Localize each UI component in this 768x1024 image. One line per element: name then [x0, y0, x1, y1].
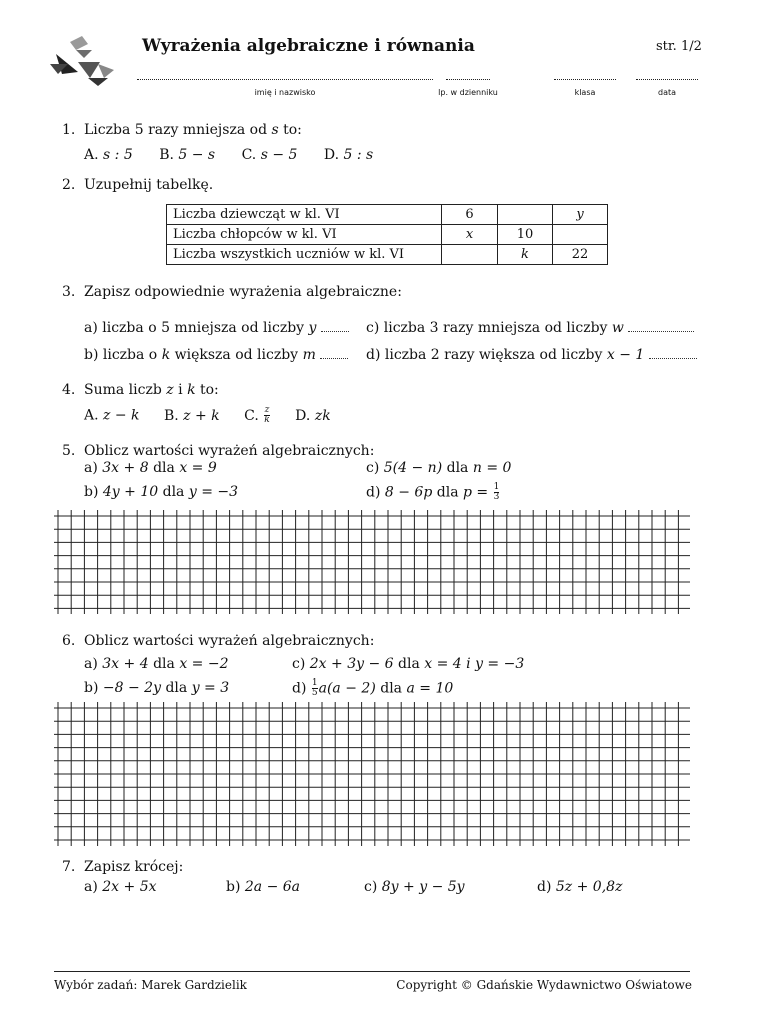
question-7-item-d: d) 5z + 0,8z	[537, 879, 623, 895]
answer-blank[interactable]	[321, 321, 349, 332]
question-5-item-b: b) 4y + 10 dla y = −3	[84, 484, 239, 500]
table-row: Liczba wszystkich uczniów w kl. VI k 22	[167, 245, 608, 265]
answer-blank[interactable]	[628, 321, 694, 332]
answer-blank[interactable]	[649, 348, 697, 359]
option-d[interactable]: D. zk	[295, 407, 331, 424]
option-a[interactable]: A. s : 5	[84, 147, 133, 163]
question-7-item-c: c) 8y + y − 5y	[364, 879, 465, 895]
question-7-item-a: a) 2x + 5x	[84, 879, 157, 895]
question-7-item-b: b) 2a − 6a	[226, 879, 301, 895]
answer-blank[interactable]	[320, 348, 348, 359]
publisher-logo	[48, 34, 116, 88]
question-3-item-c: c) liczba 3 razy mniejsza od liczby w	[366, 319, 694, 337]
question-3: 3. Zapisz odpowiednie wyrażenia algebraiczne:	[62, 284, 402, 300]
question-6-item-d: d) $\frac{1}{5}$ a(a − 2) dla a = 10	[292, 678, 454, 698]
table-row: Liczba dziewcząt w kl. VI 6 y	[167, 205, 608, 225]
question-6-item-b: b) −8 − 2y dla y = 3	[84, 680, 230, 696]
question-5-item-d: d) 8 − 6p dla p = $\frac{1}{3}$	[366, 482, 500, 502]
question-5-item-c: c) 5(4 − n) dla n = 0	[366, 460, 512, 476]
question-6-item-c: c) 2x + 3y − 6 dla x = 4 i y = −3	[292, 656, 525, 672]
answer-grid-6[interactable]	[54, 702, 690, 846]
option-b[interactable]: B. 5 − s	[159, 147, 216, 163]
option-b[interactable]: B. z + k	[163, 407, 220, 424]
footer-divider	[54, 971, 690, 972]
question-1: 1. Liczba 5 razy mniejsza od s to:	[62, 122, 302, 138]
footer-author: Wybór zadań: Marek Gardzielik	[54, 978, 247, 992]
class-field[interactable]	[554, 79, 616, 80]
question-1-options	[84, 146, 373, 164]
footer-copyright: Copyright © Gdańskie Wydawnictwo Oświatowe	[396, 978, 692, 992]
date-field[interactable]	[636, 79, 698, 80]
question-3-item-d: d) liczba 2 razy większa od liczby x − 1	[366, 346, 697, 364]
question-5-item-a: a) 3x + 8 dla x = 9	[84, 460, 217, 476]
option-c[interactable]: C. $\frac{z}{k}$	[244, 405, 270, 425]
worksheet-title: Wyrażenia algebraiczne i równania	[142, 36, 475, 56]
option-c[interactable]: C. s − 5	[241, 147, 298, 163]
class-label: klasa	[574, 88, 596, 97]
question-7: 7. Zapisz krócej:	[62, 859, 184, 875]
question-3-item-a: a) liczba o 5 mniejsza od liczby y	[84, 319, 349, 337]
option-a[interactable]: A. z − k	[84, 407, 140, 424]
question-6: 6. Oblicz wartości wyrażeń algebraicznych:	[62, 633, 375, 649]
register-number-label: lp. w dzienniku	[438, 88, 498, 97]
question-6-item-a: a) 3x + 4 dla x = −2	[84, 656, 229, 672]
table-row: Liczba chłopców w kl. VI x 10	[167, 225, 608, 245]
question-5: 5. Oblicz wartości wyrażeń algebraicznych:	[62, 443, 375, 459]
date-label: data	[657, 88, 677, 97]
question-4-options	[84, 406, 331, 425]
register-number-field[interactable]	[446, 79, 490, 80]
name-field[interactable]	[137, 79, 433, 80]
name-field-label: imię i nazwisko	[254, 88, 316, 97]
question-4: 4. Suma liczb z i k to:	[62, 382, 219, 398]
option-d[interactable]: D. 5 : s	[323, 147, 374, 163]
question-2: 2. Uzupełnij tabelkę.	[62, 177, 214, 193]
students-table	[166, 204, 608, 265]
page-number: str. 1/2	[656, 39, 702, 54]
question-3-item-b: b) liczba o k większa od liczby m	[84, 346, 348, 364]
answer-grid-5[interactable]	[54, 510, 690, 614]
